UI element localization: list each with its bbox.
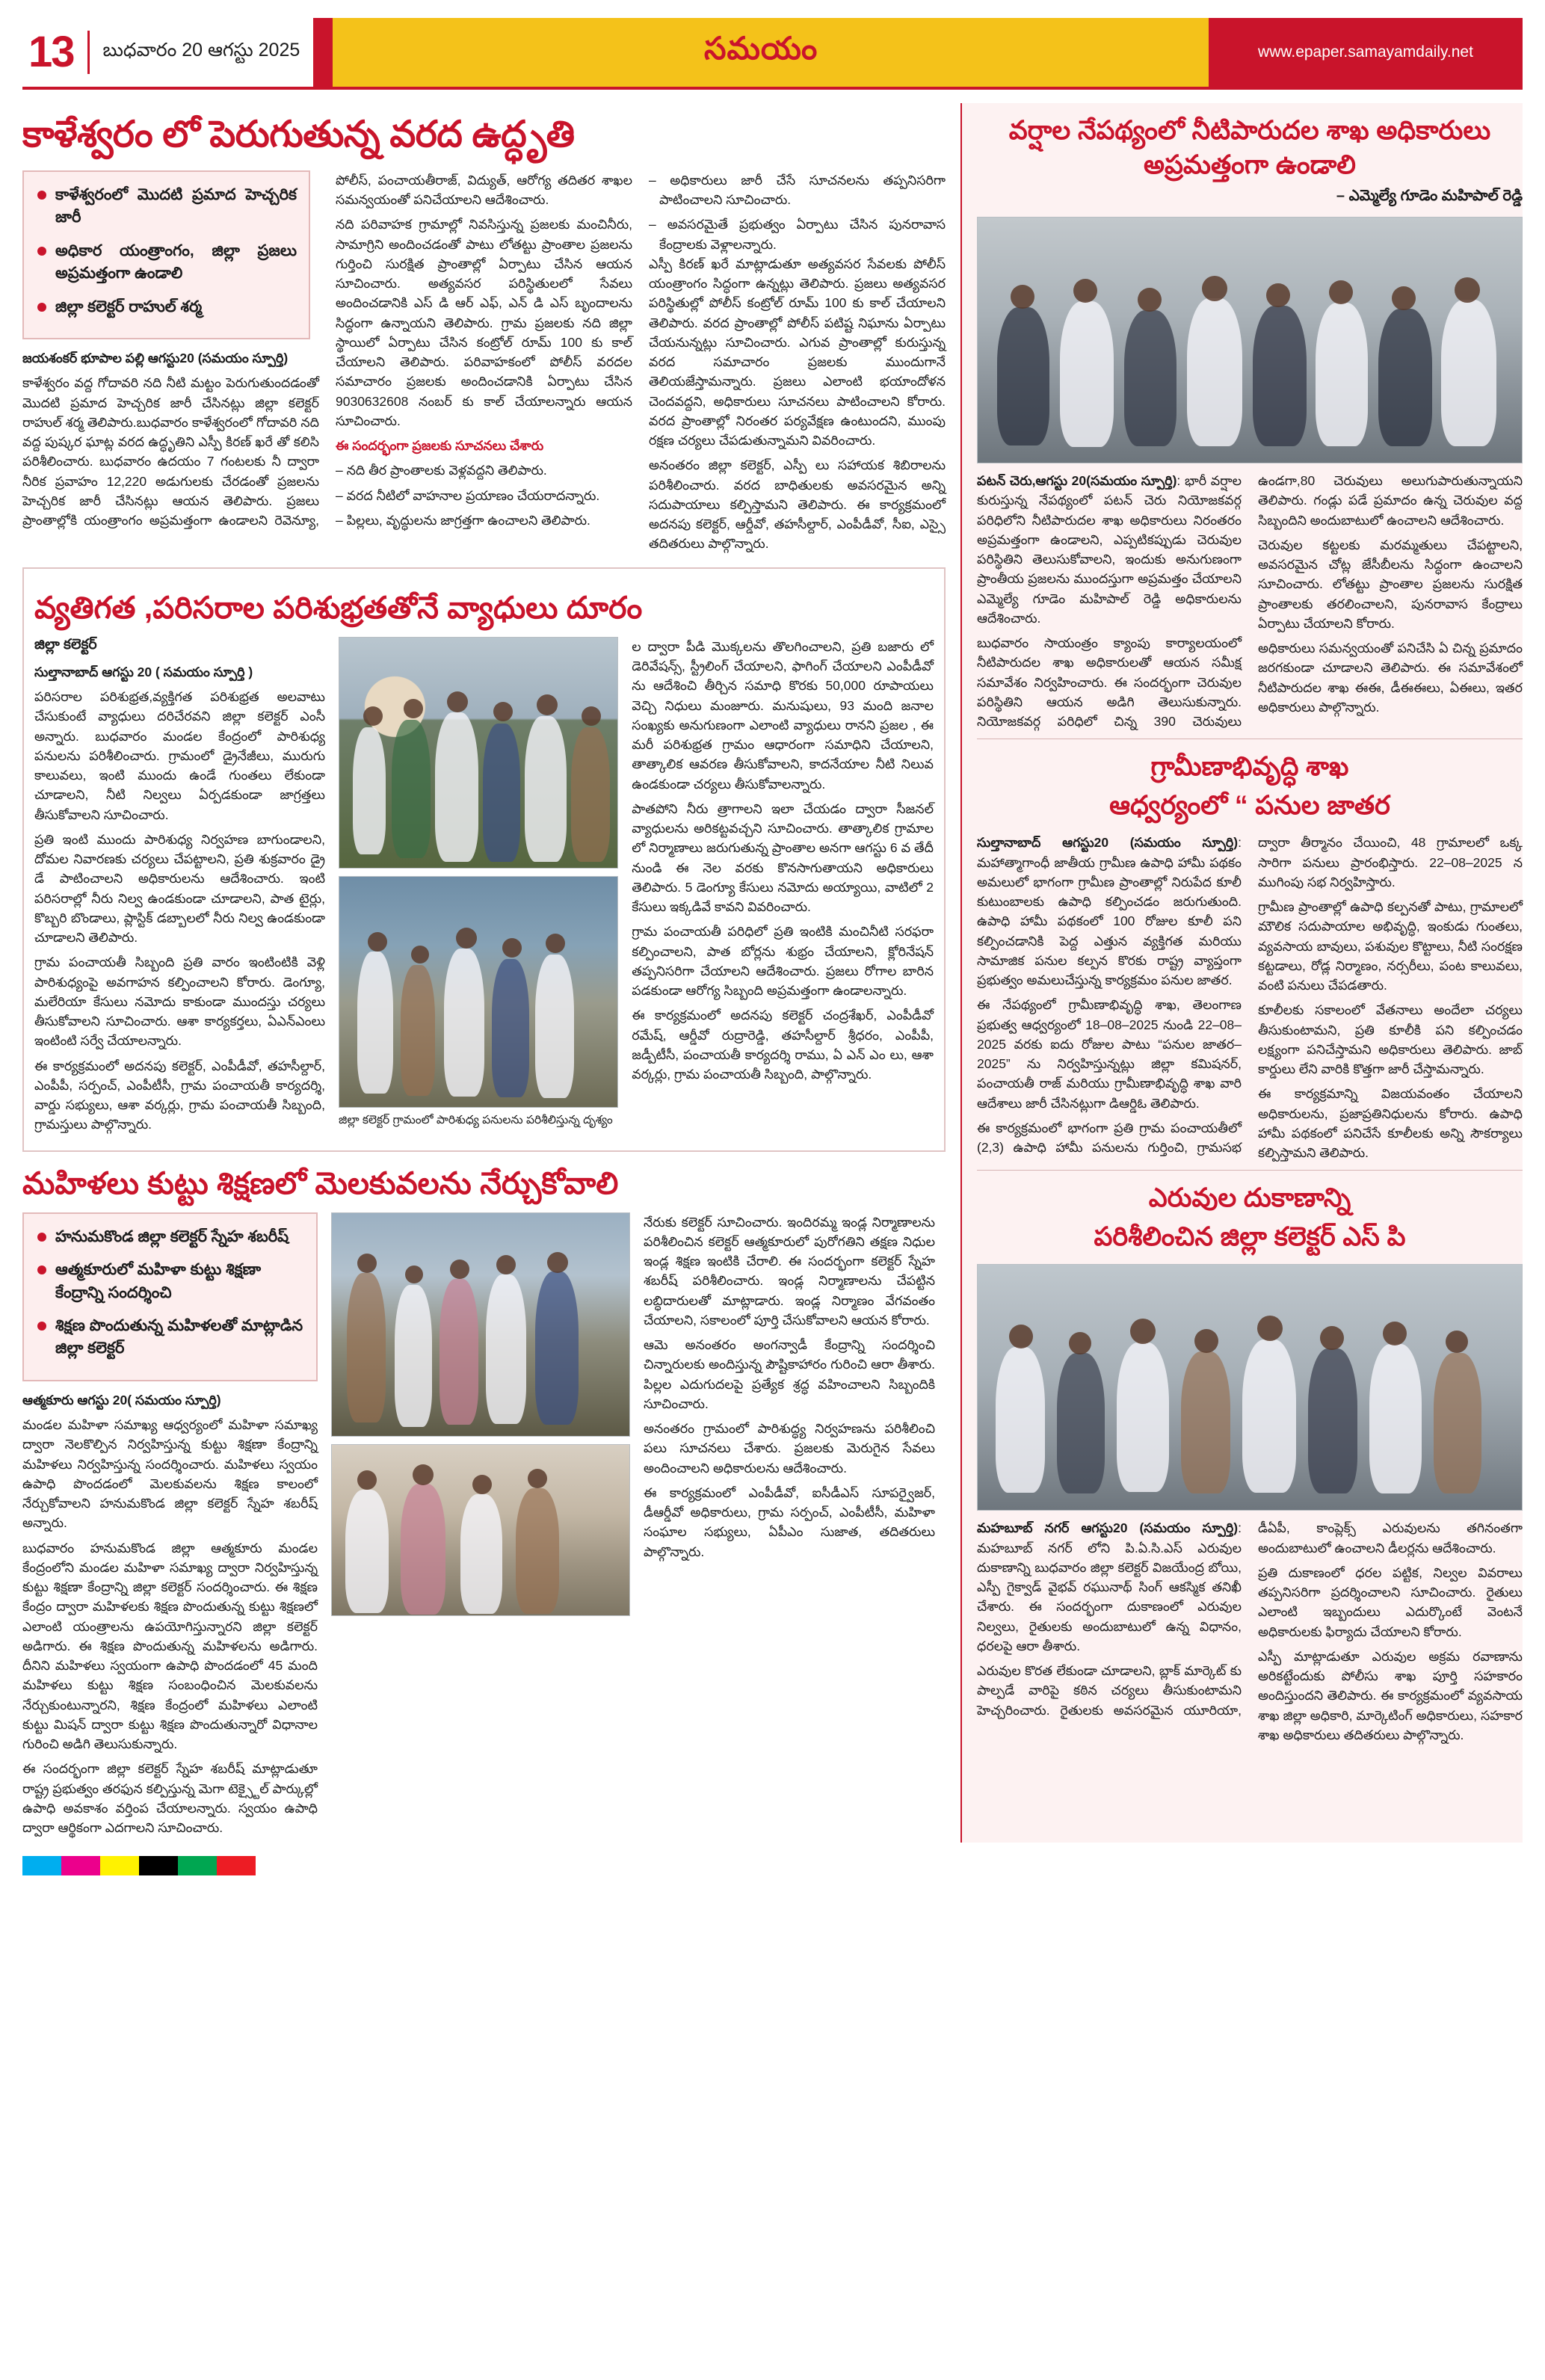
paragraph: ఎరువుల కొరత లేకుండా చూడాలని, బ్లాక్ మార్కెట్ కు పాల్పడే వారిపై కఠిన చర్యలు తీసుకుంటామని హెచ్చరించారు. రైతులకు అవసరమైన యూరియా, డీఏపీ, కాంప్లెక్స్ ఎరువులను తగినంతగా అందుబాటులో ఉంచాలని డీలర్లను ఆదేశించారు.	[977, 1520, 1523, 1718]
photo-mla-meeting	[977, 217, 1523, 463]
masthead-website[interactable]: www.epaper.samayamdaily.net	[1209, 18, 1523, 87]
article2-caption: జిల్లా కలెక్టర్ గ్రామంలో పారిశుధ్య పనులను పరిశీలిస్తున్న దృశ్యం	[339, 1113, 613, 1126]
right2-headline-line1: గ్రామీణాభివృద్ధి శాఖ	[1150, 752, 1349, 782]
paragraph: ఈ కార్యక్రమంలో ఎంపీడీవో, ఐసీడీఎస్ సూపర్వైజర్, డీఆర్డీవో అధికారులు, గ్రామ సర్పంచ్, ఎంపీటీసీ, మహిళా సంఘాల సభ్యులు, ఏపీఎం సుజాత, తదితరులు పాల్గొన్నారు.	[644, 1485, 935, 1559]
paragraph: – నది తీర ప్రాంతాలకు వెళ్లవద్దని తెలిపారు.	[336, 463, 547, 478]
paragraph: ఈ కార్యక్రమంలో అదనపు కలెక్టర్, ఎంపీడీవో, తహసీల్దార్, ఎంపీపీ, సర్పంచ్, ఎంపీటీసీ, గ్రామ పంచాయతీ కార్యదర్శి, వార్డు సభ్యులు, ఆశా వర్కర్లు, గ్రామ పంచాయతీ సిబ్బంది, గ్రామస్తులు పాల్గొన్నారు.	[34, 1058, 325, 1132]
paragraph: ఈ కార్యక్రమంలో భాగంగా ప్రతి గ్రామ పంచాయతీలో (2,3) ఉపాధి హామీ పనులను గుర్తించి, గ్రామసభ ద్వారా తీర్మానం చేయించి, 48 గ్రామాలలో ఒక్క సారిగా పనులు ప్రారంభిస్తారు. 22–08–2025 న ముగింపు సభ నిర్వహిస్తారు.	[977, 835, 1523, 1155]
color-swatch-black	[139, 1856, 178, 1875]
list-item: జిల్లా కలెక్టర్ రాహుల్ శర్మ	[36, 296, 297, 318]
right1-attribution: – ఎమ్మెల్యే గూడెం మహిపాల్ రెడ్డి	[1336, 188, 1523, 204]
paragraph: ఎస్పీ కిరణ్ ఖరే మాట్లాడుతూ అత్యవసర సేవలకు పోలీస్ యంత్రాంగం సిద్ధంగా ఉన్నట్లు తెలిపారు. ప్రజలు అత్యవసర పరిస్థితుల్లో పోలీస్ కంట్రోల్ రూమ్ 100 కు కాల్ చేయాలని తెలిపారు. వరద ప్రాంతాల్లో పోలీస్ పటిష్ట నిఘాను ఏర్పాటు చేయనున్నట్లు సూచించారు. ఎగువ ప్రాంతాల్లో కురుస్తున్న వరద సమాచారం ప్రజలకు ముందుగానే తెలియజేస్తామన్నారు. ప్రజలు ఎలాంటి భయాందోళన చెందవద్దని, అధికారులు సూచనలు పాటించాలని కోరారు. వరద ప్రాంతాల్లో నిరంతర పర్యవేక్షణ ఉంటుందని, ముంపు రక్షణ చర్యలు చేపడుతున్నామని వివరించారు.	[649, 256, 946, 448]
right1-body	[977, 471, 1523, 731]
paragraph: గ్రామ పంచాయతీ సిబ్బంది ప్రతి వారం ఇంటింటికి వెళ్లి పారిశుధ్యంపై అవగాహన కల్పించాలని కోరారు. డెంగ్యూ, మలేరియా కేసులు నమోదు కాకుండా ముందస్తు చర్యలు తీసుకోవాలని సూచించారు. ఆశా కార్యకర్తలు, ఏఎన్ఎంలు ఇంటింటి సర్వే చేయాలన్నారు.	[34, 955, 325, 1049]
paragraph: ఆమె అనంతరం అంగన్వాడీ కేంద్రాన్ని సందర్శించి చిన్నారులకు అందిస్తున్న పౌష్టికాహారం గురించి ఆరా తీశారు. పిల్లల ఎదుగుదలపై ప్రత్యేక శ్రద్ధ వహించాలని సిబ్బందికి సూచించారు.	[644, 1337, 935, 1411]
page-number: 13	[28, 28, 74, 76]
paragraph: నేరుకు కలెక్టర్ సూచించారు. ఇందిరమ్మ ఇండ్ల నిర్మాణాలను పరిశీలించిన కలెక్టర్ ఆత్మకూరులో పురోగతిని తక్షణ నిధుల ఇండ్ల శిక్షణ ఇంటికి చేరాలి. ఈ సందర్భంగా కలెక్టర్ స్నేహ శబరీష్ పరిశీలించారు. ఇండ్ల నిర్మాణాలను చేపట్టిన లబ్ధిదారులతో మాట్లాడారు. ఇండ్ల నిర్మాణం వేగవంతం చేయాలని, సకాలంలో పూర్తి చేసుకోవాలని ఆయన కోరారు.	[644, 1214, 935, 1328]
paragraph: ఈ కార్యక్రమంలో అదనపు కలెక్టర్ చంద్రశేఖర్, ఎంపీడీవో రమేష్, ఆర్డీవో రుద్రారెడ్డి, తహసీల్దార్ శ్రీధరం, ఎంపీపీ, జడ్పీటీసీ, పంచాయతీ కార్యదర్శి రాము, ఏ ఎన్ ఎం లు, ఆశా వర్కర్లు, గ్రామ పంచాయతీ సిబ్బంది, పాల్గొన్నారు.	[632, 1008, 934, 1082]
paragraph: కూలీలకు సకాలంలో వేతనాలు అందేలా చర్యలు తీసుకుంటామని, ప్రతి కూలీకి పని కల్పించడం లక్ష్యంగా పనిచేస్తామని అధికారులు తెలిపారు. జాబ్ కార్డులు లేని వారికి కొత్తగా జారీ చేస్తామన్నారు.	[1258, 1002, 1523, 1076]
paragraph: ప్రతి ఇంటి ముందు పారిశుధ్య నిర్వహణ బాగుండాలని, దోమల నివారణకు చర్యలు చేపట్టాలని, ప్రతి శుక్రవారం డ్రై డే పాటించాలని అధికారులను ఆదేశించారు. ఇంటి పరిసరాల్లో నీరు నిల్వ ఉండకుండా చూడాలని, పాత టైర్లు, కొబ్బరి బొండాలు, ప్లాస్టిక్ డబ్బాలలో నీరు నిల్వ ఉండకుండా చూడాలని తెలిపారు.	[34, 831, 325, 945]
page-content	[0, 90, 1545, 1843]
masthead-left	[22, 18, 313, 87]
article3-bullet-box	[22, 1212, 318, 1381]
masthead-date: బుధవారం 20 ఆగస్టు 2025	[102, 39, 300, 61]
list-item: శిక్షణ పొందుతున్న మహిళలతో మాట్లాడిన జిల్లా కలెక్టర్	[36, 1315, 304, 1360]
paragraph: – వరద నీటిలో వాహనాల ప్రయాణం చేయరాదన్నారు.	[336, 487, 600, 503]
paragraph: చెరువుల కట్టలకు మరమ్మతులు చేపట్టాలని, అవసరమైన చోట్ల జేసీబీలను సిద్ధంగా ఉంచాలని సూచించారు. లోతట్టు ప్రాంతాల ప్రజలను సురక్షిత ప్రాంతాలకు తరలించాలని, పునరావాస కేంద్రాలు ఏర్పాటు చేయాలని కోరారు.	[1258, 537, 1523, 631]
paragraph: ల ద్వారా పీడి మొక్కలను తొలగించాలని, ప్రతి బజారు లో డెరివేషన్స్, స్ట్రీలింగ్ చేయాలని, ఫాగింగ్ చేయాలని ఎంపీడీవో ను ఆదేశించి తీర్చిన సమాధి కొరకు 50,000 రూపాయలు వెచ్చి నిధులు మంజూరు. మనుషులు, 93 మంది జనాల సంఖ్యకు అనుగుణంగా ఎలాంటి వ్యాధులు రానని ప్రజల , ఈ మరీ పరిశుభ్రత గ్రామం ఆధారంగా సమాధిని చేయాలని, తాత్కాలిక ఆవరణ తీసుకోవాలని, కాదనేయాల నీటి నిలువ ఉండకుండా చర్యలు తీసుకోవాలన్నారు.	[632, 638, 934, 792]
article3-body-right	[644, 1212, 935, 1562]
paragraph: పాతపోని నీరు త్రాగాలని ఇలా చేయడం ద్వారా సీజనల్ వ్యాధులను అరికట్టవచ్చని సూచించారు. తాత్కాలిక గ్రామాల లో నిర్మాణాలు జరుగుతున్న ప్రాంతాల అనగా ఆగస్టు 6 వ తేదీ నుండి ఈ నెల వరకు కొనసాగుతాయని అధికారులు తెలిపారు. 5 డెంగ్యూ కేసులు నమోదు అయ్యాయి, వాటిలో 2 కేసులు ఇక్కడివే కావని వివరించారు.	[632, 801, 934, 914]
divider	[977, 1170, 1523, 1171]
paragraph: : భారీ వర్షాల కురుస్తున్న నేపథ్యంలో పటన్ చెరు నియోజకవర్గ పరిధిలోని నీటిపారుదల శాఖ అధికారులు నిరంతరం అప్రమత్తంగా ఉండాలని, ఎప్పటికప్పుడు చెరువుల పరిస్థితిని తెలుసుకోవాలని, ఇందుకు అనుగుణంగా ప్రాంతీయ ప్రజలను ముందస్తుగా అప్రమత్తం చేయాలని ఎమ్మెల్యే గూడెం మహిపాల్ రెడ్డి అధికారులను ఆదేశించారు.	[977, 473, 1242, 626]
paragraph: ఈ నేపథ్యంలో గ్రామీణాభివృద్ధి శాఖ, తెలంగాణ ప్రభుత్వ ఆధ్వర్యంలో 18–08–2025 నుండి 22–08–2025 వరకు ఐదు రోజుల పాటు “పనుల జాతర–2025” ను నిర్వహిస్తున్నట్లు జిల్లా కమిషనర్, పంచాయతీ రాజ్ మరియు గ్రామీణాభివృద్ధి శాఖ వారి ఆదేశాలు జారీ చేసినట్లుగా డిఆర్డిఓ తెలిపారు.	[977, 997, 1242, 1111]
article3-byline: ఆత్మకూరు ఆగస్టు 20( సమయం స్పూర్తి)	[22, 1392, 221, 1408]
article2-body-right	[632, 637, 934, 1085]
lead-article	[22, 114, 946, 554]
lead-body	[22, 170, 946, 554]
lead-note: ఈ సందర్భంగా ప్రజలకు సూచనలు చేశారు	[336, 438, 544, 454]
color-swatch-yellow	[100, 1856, 139, 1875]
right1-headline: వర్షాల నేపథ్యంలో నీటిపారుదల శాఖ అధికారులు అప్రమత్తంగా ఉండాలి	[1008, 116, 1491, 179]
paragraph: బుధవారం సాయంత్రం క్యాంపు కార్యాలయంలో నీటిపారుదల శాఖ అధికారులతో ఆయన సమీక్ష సమావేశం నిర్వహించారు. ఈ సందర్భంగా చెరువుల పరిస్థితిని ఆయన అడిగి తెలుసుకున్నారు. నియోజకవర్గ పరిధిలో చిన్న 390 చెరువులు ఉండగా,80 చెరువులు అలుగుపారుతున్నాయని తెలిపారు. గండ్లు పడే ప్రమాదం ఉన్న చెరువుల వద్ద సిబ్బందిని అందుబాటులో ఉంచాలని ఆదేశించారు.	[977, 473, 1523, 729]
lead-bullet-box	[22, 170, 310, 339]
right-column	[960, 103, 1523, 1843]
list-item: అధికార యంత్రాంగం, జిల్లా ప్రజలు అప్రమత్తంగా ఉండాలి	[36, 240, 297, 286]
paragraph: అనంతరం గ్రామంలో పారిశుద్ధ్య నిర్వహణను పరిశీలించి పలు సూచనలు చేశారు. ప్రజలకు మెరుగైన సేవలు అందించాలని అధికారులను ఆదేశించారు.	[644, 1421, 935, 1476]
article-fertilizer-shop	[977, 1181, 1523, 1745]
right2-headline-line2: ఆధ్వర్యంలో “ పనుల జాతర	[1109, 790, 1390, 820]
paragraph: బుధవారం హనుమకొండ జిల్లా ఆత్మకూరు మండల కేంద్రంలోని మండల మహిళా సమాఖ్య ద్వారా నిర్వహిస్తున్న కుట్టు శిక్షణా కేంద్రాన్ని జిల్లా కలెక్టర్ సందర్శించారు. ఈ శిక్షణ కేంద్రం ద్వారా మహిళలకు శిక్షణ పొందుతున్న కుట్టు శిక్షణలో ఎలాంటి యంత్రాలను ఉపయోగిస్తున్నారని జిల్లా కలెక్టర్ అడిగారు. ఈ శిక్షణ పొందుతున్న మహిళలను అడిగారు. దీనిని మహిళలు స్వయంగా ఉపాధి పొందడంలో 45 మంది మహిళలు కుట్టు శిక్షణ సంబంధించిన మెలకువలను నేర్చుకుంటున్నారని, శిక్షణ కేంద్రంలో మహిళలు ఎలాంటి కుట్టు మిషన్ ద్వారా కుట్టు శిక్షణ పొందుతున్నారో విధానాల గురించి అడిగి తెలుసుకున్నారు.	[22, 1540, 318, 1752]
article-tailoring	[22, 1165, 946, 1843]
article-irrigation	[977, 114, 1523, 731]
paragraph: గ్రామ పంచాయతీ పరిధిలో ప్రతి ఇంటికి మంచినీటి సరఫరా కల్పించాలని, పాత బోర్లను శుభ్రం చేయాలని, క్లోరినేషన్ తప్పనిసరిగా చేయాలని ఆదేశించారు. ప్రజలు రోగాల బారిన పడకుండా ఆరోగ్య సిబ్బంది అప్రమత్తంగా ఉండాలన్నారు.	[632, 924, 934, 998]
photo-tailoring-centre	[331, 1212, 630, 1437]
right2-body	[977, 833, 1523, 1162]
right2-byline: సుల్తానాబాద్ ఆగస్టు20 (సమయం స్పూర్తి)	[977, 835, 1239, 851]
article2-subhead: జిల్లా కలెక్టర్	[34, 636, 97, 653]
color-calibration-bar	[22, 1856, 336, 1875]
article-sanitation	[22, 567, 946, 1152]
left-column	[22, 103, 960, 1843]
article3-body-left	[22, 1390, 318, 1838]
photo-women-training	[331, 1444, 630, 1616]
right3-body	[977, 1518, 1523, 1745]
right3-byline: మహబూబ్ నగర్ ఆగస్టు20 (సమయం స్పూర్తి)	[977, 1520, 1239, 1536]
paragraph: ఈ సందర్భంగా జిల్లా కలెక్టర్ స్నేహ శబరీష్ మాట్లాడుతూ రాష్ట్ర ప్రభుత్వం తరఫున కల్పిస్తున్న మెగా టెక్స్టైల్ పార్కుల్లో ఉపాధి అవకాశం వర్తింప చేయాలన్నారు. స్వయం ఉపాధి ద్వారా ఆర్థికంగా ఎదగాలని సూచించారు.	[22, 1761, 318, 1836]
paragraph: అనంతరం జిల్లా కలెక్టర్, ఎస్పీ లు సహాయక శిబిరాలను పరిశీలించారు. వరద బాధితులకు అవసరమైన అన్ని సదుపాయాలు కల్పిస్తామని తెలిపారు. ఈ కార్యక్రమంలో అదనపు కలెక్టర్, ఆర్డీవో, తహసీల్దార్, ఎంపీడీవో, సీఐ, ఎస్సై తదితరులు పాల్గొన్నారు.	[649, 457, 946, 552]
masthead-banner	[313, 18, 1209, 87]
paragraph: – అవసరమైతే ప్రభుత్వం ఏర్పాటు చేసిన పునరావాస కేంద్రాలకు వెళ్లాలన్నారు.	[649, 217, 946, 252]
article3-headline: మహిళలు కుట్టు శిక్షణలో మెలకువలను నేర్చుకోవాలి	[22, 1165, 619, 1200]
article2-byline: సుల్తానాబాద్ ఆగస్టు 20 ( సమయం స్పూర్తి )	[34, 664, 253, 679]
lead-headline: కాళేశ్వరం లో పెరుగుతున్న వరద ఉద్ధృతి	[22, 114, 575, 155]
paragraph: అధికారులు సమన్వయంతో పనిచేసి ఏ చిన్న ప్రమాదం జరగకుండా చూడాలని తెలిపారు. ఈ సమావేశంలో నీటిపారుదల శాఖ ఈఈ, డీఈఈలు, ఏఈలు, ఇతర అధికారులు పాల్గొన్నారు.	[1258, 641, 1523, 715]
newspaper-page	[0, 18, 1545, 2380]
article2-headline: వ్యతిగత ,పరిసరాల పరిశుభ్రతతోనే వ్యాధులు దూరం	[34, 590, 643, 625]
paragraph: – పిల్లలు, వృద్ధులను జాగ్రత్తగా ఉంచాలని తెలిపారు.	[336, 512, 590, 528]
color-swatch-green	[178, 1856, 217, 1875]
photo-fertilizer-inspection	[977, 1264, 1523, 1511]
paragraph: నది పరివాహక గ్రామాల్లో నివసిస్తున్న ప్రజలకు మంచినీరు, సామాగ్రిని అందించడంతో పాటు లోతట్టు ప్రాంతాల ప్రజలను గుర్తించి సురక్షిత ప్రాంతాల్లో ఏర్పాటు చేసిన ఆయన సూచించారు. అత్యవసర పరిస్థితులలో సేవలు అందించడానికి ఎస్ డి ఆర్ ఎఫ్, ఎన్ డి ఎస్ బృందాలను సిద్ధంగా ఉన్నాయని తెలిపారు. గ్రామ ప్రజలకు నది జిల్లా స్థాయిలో ఏర్పాటు చేసిన కంట్రోల్ రూమ్ 100 కు కాల్ చేయాలని తెలిపారు. పరివాహకంలో పోలీస్ వరదల సమాచారం ప్రజలకు అందించడానికి ఏర్పాటు చేసిన 9030632608 నంబర్ కు కాల్ చేయాలన్నారు ఆయన సూచించారు.	[336, 217, 632, 428]
list-item: హనుమకొండ జిల్లా కలెక్టర్ స్నేహ శబరీష్	[36, 1226, 304, 1248]
list-item: ఆత్మకూరులో మహిళా కుట్టు శిక్షణా కేంద్రాన్ని సందర్శించి	[36, 1259, 304, 1304]
color-swatch-magenta	[61, 1856, 100, 1875]
paragraph: గ్రామీణ ప్రాంతాల్లో ఉపాధి కల్పనతో పాటు, గ్రామాలలో మౌలిక సదుపాయాల అభివృద్ధి, ఇంకుడు గుంతలు, వ్యవసాయ బావులు, పశువుల కొట్టాలు, నీటి సంరక్షణ కట్టడాలు, రోడ్ల నిర్మాణం, నర్సరీలు, పంట కాలువలు, వంటి పనులు చేపడతారు.	[1258, 899, 1523, 993]
color-swatch-cyan	[22, 1856, 61, 1875]
paragraph: కాళేశ్వరం వద్ద గోదావరి నది నీటి మట్టం పెరుగుతుందడంతో మొదటి ప్రమాద హెచ్చరిక జారీ చేసినట్లు జిల్లా కలెక్టర్ రాహుల్ శర్మ తెలిపారు.బుధవారం కాళేశ్వరంలో గోదావరి నది వద్ద పుష్కర ఘాట్ల వరద ఉద్ధృతిని ఎస్పీ కిరణ్ ఖరే తో కలిసి పరిశీలించారు. బుధవారం ఉదయం 7 గంటలకు నీ ద్వారా నీరిక ప్రవాహం 12,220 అడుగులకు చేరడంతో ప్రజలను హెచ్చరిక జారీ చేసినట్లు ఆయన తెలిపారు. ప్రజలు ప్రాంతాల్లోకి యంత్రాంగం అప్రమత్తంగా ఉండాలని రెవెన్యూ, పోలీస్, పంచాయతీరాజ్, విద్యుత్, ఆరోగ్య తదితర శాఖల సమన్వయంతో పనిచేయాలని ఆదేశించారు.	[22, 172, 632, 528]
list-item: కాళేశ్వరంలో మొదటి ప్రమాద హెచ్చరిక జారీ	[36, 184, 297, 229]
lead-byline: జయశంకర్ భూపాల పల్లి ఆగస్టు20 (సమయం స్పూర్తి)	[22, 351, 289, 366]
paragraph: పరిసరాల పరిశుభ్రత,వ్యక్తిగత పరిశుభ్రత అలవాటు చేసుకుంటే వ్యాధులు దరిచేరవని జిల్లా కలెక్టర్ ఎంసీ అన్నారు. బుధవారం మండల కేంద్రంలో పారిశుధ్య పనులను పరిశీలించారు. గ్రామంలో డ్రైనేజీలు, మురుగు కాలువలు, ఇంటి ముందు ఉండే గుంతలు లేకుండా చూడాలని, నీటి నిల్వలు ఏర్పడకుండా జాగ్రత్తలు తీసుకోవాలని సూచించారు.	[34, 689, 325, 822]
paragraph: ఎస్పీ మాట్లాడుతూ ఎరువుల అక్రమ రవాణాను అరికట్టేందుకు పోలీసు శాఖ పూర్తి సహకారం అందిస్తుందని తెలిపారు. ఈ కార్యక్రమంలో వ్యవసాయ శాఖ జిల్లా అధికారి, మార్కెటింగ్ అధికారులు, సహకార శాఖ అధికారులు తదితరులు పాల్గొన్నారు.	[1258, 1648, 1523, 1742]
article-panula-jatara	[977, 750, 1523, 1162]
article2-body-left	[34, 662, 325, 1135]
paragraph: మండల మహిళా సమాఖ్య ఆధ్వర్యంలో మహిళా సమాఖ్య ద్వారా నెలకొల్పిన నిర్వహిస్తున్న కుట్టు శిక్షణా కేంద్రాన్ని మహిళలు నిర్వహిస్తున్న సందర్శించారు. మహిళలు స్వయం ఉపాధి పొందడంలో మెలకువలను శిక్షణ కాలంలో నేర్చుకోవాలని హనుమకొండ జిల్లా కలెక్టర్ స్నేహ శబరీష్ అన్నారు.	[22, 1417, 318, 1531]
publication-title: సమయం	[704, 30, 818, 66]
paragraph: ప్రతి దుకాణంలో ధరల పట్టిక, నిల్వల వివరాలు తప్పనిసరిగా ప్రదర్శించాలని సూచించారు. రైతులు ఎలాంటి ఇబ్బందులు ఎదుర్కొంటే వెంటనే అధికారులకు ఫిర్యాదు చేయాలని కోరారు.	[1258, 1564, 1523, 1639]
right3-headline-line1: ఎరువుల దుకాణాన్ని	[1148, 1183, 1351, 1213]
photo-collector-inspection	[339, 637, 618, 869]
paragraph: : మహబూబ్ నగర్ లోని పి.ఏ.సి.ఎస్ ఎరువుల దుకాణాన్ని బుధవారం జిల్లా కలెక్టర్ విజయేంద్ర బోయి, ఎస్పీ గైక్వాడ్ వైభవ్ రఘునాథ్ సింగ్ ఆకస్మిక తనిఖీ చేశారు. ఈ సందర్భంగా దుకాణంలో ఎరువుల నిల్వలు, రైతులకు అందుబాటులో ఉన్న విధానం, ధరలపై ఆరా తీశారు.	[977, 1520, 1242, 1653]
right1-byline: పటన్ చెరు,ఆగస్టు 20(సమయం స్పూర్తి)	[977, 473, 1177, 488]
right3-headline-line2: పరిశీలించిన జిల్లా కలెక్టర్ ఎస్ పి	[1094, 1221, 1406, 1251]
masthead	[22, 18, 1523, 90]
paragraph: – అధికారులు జారీ చేసే సూచనలను తప్పనిసరిగా పాటించాలని సూచించారు.	[649, 172, 946, 208]
photo-drain-inspection	[339, 876, 618, 1108]
color-swatch-red	[217, 1856, 256, 1875]
paragraph: ఈ కార్యక్రమాన్ని విజయవంతం చేయాలని అధికారులను, ప్రజాప్రతినిధులను కోరారు. ఉపాధి హామీ పథకంలో పనిచేసే కూలీలకు అన్ని సౌకర్యాలు కల్పిస్తామని తెలిపారు.	[1258, 1086, 1523, 1160]
paragraph: : మహాత్మాగాంధీ జాతీయ గ్రామీణ ఉపాధి హామీ పథకం అమలులో భాగంగా గ్రామీణ ప్రాంతాల్లో నిరుపేద కూలీ కుటుంబాలకు ఉపాధి కల్పించడం జరుగుతుంది. ఉపాధి హామీ పథకంలో 100 రోజుల కూలీ పని కల్పించడానికి పెద్ద ఎత్తున వ్యక్తిగత మరియు సామాజిక పనుల కల్పన కొరకు రాష్ట్ర వ్యాప్తంగా ప్రభుత్వం అమలుచేస్తున్న కార్యక్రమం పనుల జాతర.	[977, 835, 1242, 987]
